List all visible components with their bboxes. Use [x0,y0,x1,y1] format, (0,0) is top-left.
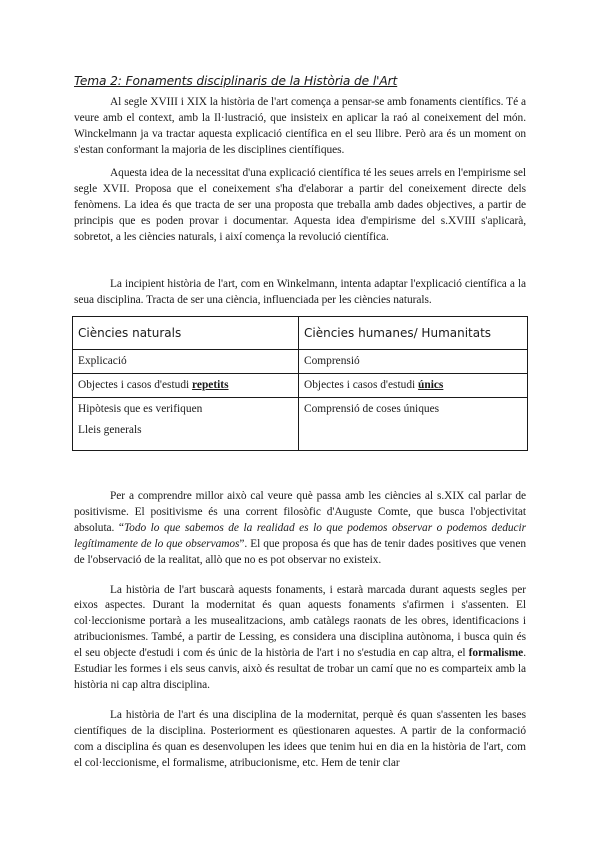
comparison-table [72,316,528,451]
cell-line: Lleis generals [78,424,142,436]
paragraph: Al segle XVIII i XIX la història de l'art comença a pensar-se amb fonaments científics. Té a veure amb el context, amb la Il·lustració, que insisteix en aplicar la raó al coneixement del món. Winckelmann ja va tractar aquesta explicació científica en el seu llibre. Però ara és un moment on s'estan conformant la majoria de les disciplines científiques. [74,96,526,156]
cell-emphasis: únics [418,379,444,391]
table-header-row [73,317,528,350]
table-cell [73,374,299,398]
cell-line: Hipòtesis que es verifiquen [78,403,203,415]
formalism-term: formalisme [468,647,524,660]
cell-emphasis: repetits [192,379,229,391]
lower-text-block [74,489,526,786]
text-run: Per a comprendre millor això cal veure què passa amb les ciències al s.XIX cal parlar de positivisme. El positivisme és una corrent filosòfic d'Auguste Comte, que busca l'objectivitat absoluta. “ [74,490,526,534]
page-title: Tema 2: Fonaments disciplinaris de la Història de l'Art [74,74,398,88]
table-row [73,398,528,451]
text-run: . Estudiar les formes i els seus canvis, això és resultat de trobar un camí que no es comparteix amb la història ni cap altra disciplina. [74,647,526,691]
table-cell: Explicació [73,350,299,374]
table-row [73,374,528,398]
table-row [73,350,528,374]
text-run: La història de l'art buscarà aquests fonaments, i estarà marcada durant aquests segles per eixos aspectes. Durant la modernitat és quan aquests fonaments s'afirmen i s'assenten. El col·leccionisme portarà a les musealitzacions, amb catàlegs raonats de les obres, identificacions i atribucionismes. També, a partir de Lessing, es considera una disciplina autònoma, i busca quin és el seu objecte d'estudi i com és únic de la història de l'art i no s'estudia en cap altra, el [74,583,526,660]
cell-text: Objectes i casos d'estudi [304,379,419,391]
paragraph-positivism [74,489,526,569]
paragraph-art-history [74,583,526,694]
comte-quote: Todo lo que sabemos de la realidad es lo que podemos observar o podemos deducir legítimamente de lo que observamos [74,521,526,550]
table-cell: Comprensió de coses úniques [299,398,528,451]
table-cell [73,398,299,451]
table-cell: Comprensió [299,350,528,374]
cell-text: Objectes i casos d'estudi [78,379,193,391]
table-header-humanities: Ciències humanes/ Humanitats [299,317,528,350]
paragraph-modernity: La història de l'art és una disciplina de la modernitat, perquè és quan s'assenten les bases científiques de la disciplina. Posteriorment es qüestionaren aquestes. A partir de la conformació com a disciplina és quan es desenvolupen les idees que tenim hui en dia en la història de l'art, com el col·leccionisme, el formalisme, atribucionisme, etc. Hem de tenir clar [74,708,526,769]
text-run: ”. El que proposa és que has de tenir dades positives que venen de l'observació de la realitat, allò que no es pot observar no existeix. [74,537,526,566]
paragraph-incipient [74,277,526,309]
table-header-natural-sciences: Ciències naturals [73,317,299,350]
paragraph: Aquesta idea de la necessitat d'una explicació científica té les seues arrels en l'empirisme sel segle XVII. Proposa que el coneixement s'ha d'elaborar a partir del coneixement directe dels fenòmens. La idea és que tracta de ser una proposta que treballa amb dades objectives, a partir de principis que es poden provar i documentar. Aquesta idea d'empirisme del s.XVIII s'aplicarà, sobretot, a les ciències naturals, i així comença la revolució científica. [74,167,526,243]
paragraph: La incipient història de l'art, com en Winkelmann, intenta adaptar l'explicació científica a la seua disciplina. Tracta de ser una ciència, influenciada per les ciències naturals. [74,278,526,306]
table-cell [299,374,528,398]
paragraph-intro [74,95,526,159]
paragraph-empiricism [74,166,526,246]
